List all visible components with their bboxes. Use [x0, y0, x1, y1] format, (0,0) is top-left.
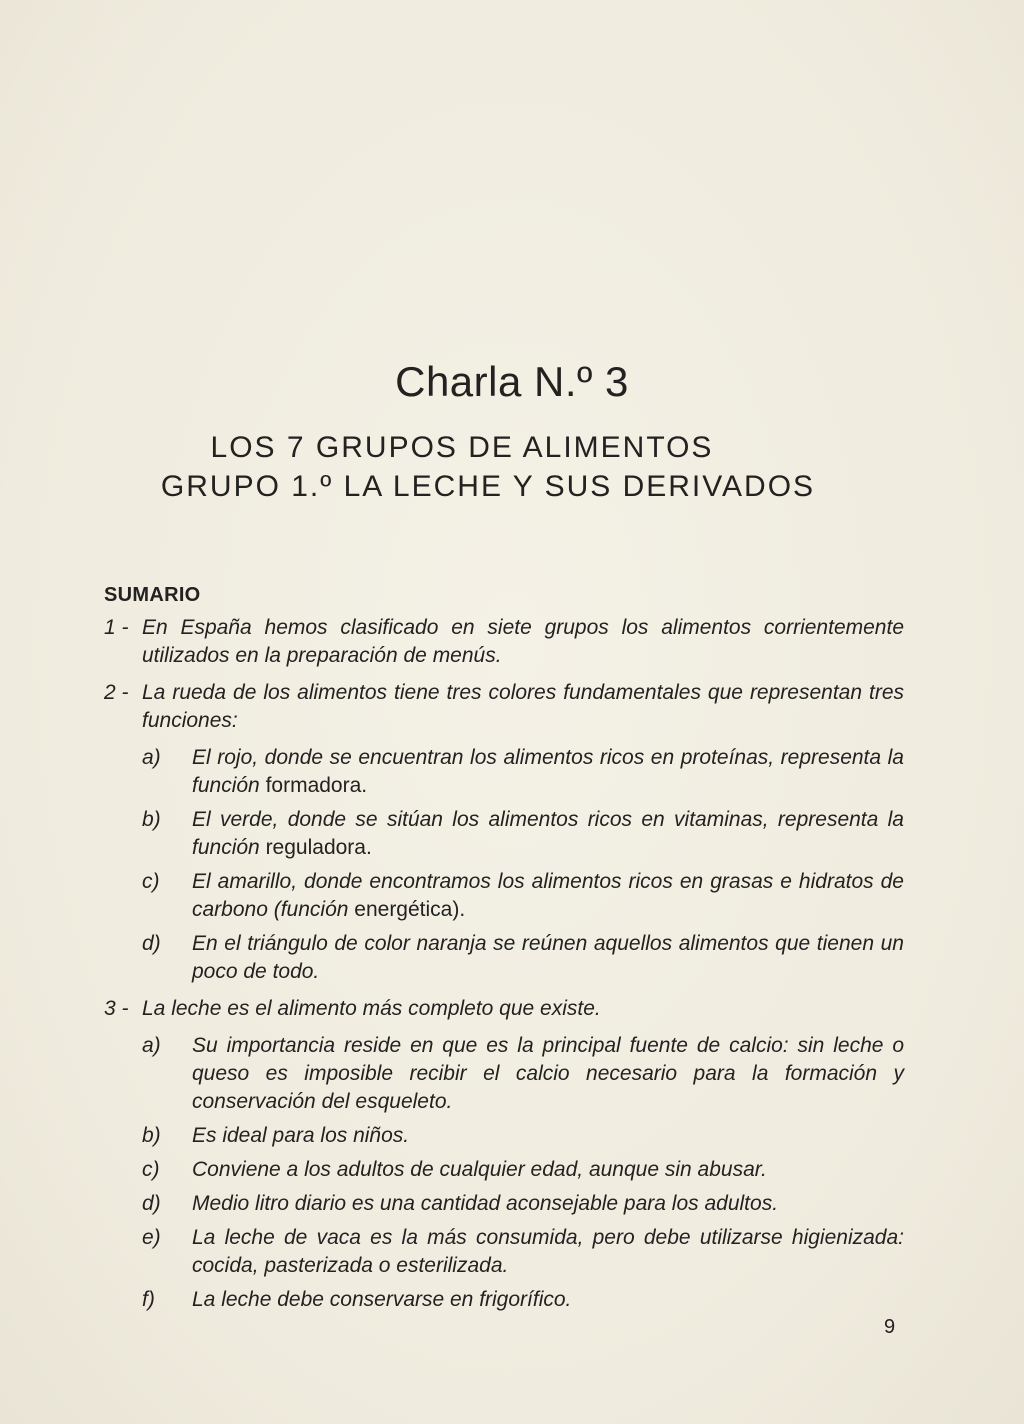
sub-item-3e	[104, 1224, 904, 1280]
item-text: En España hemos clasificado en siete grupos los alimentos corrientemente utilizados en la preparación de menús.	[142, 616, 904, 667]
heading-line-2: GRUPO 1.º LA LECHE Y SUS DERIVADOS	[160, 470, 816, 503]
sub-item-3f	[104, 1286, 904, 1314]
sub-item-letter: a)	[142, 1034, 161, 1057]
sumario-item-2	[104, 679, 904, 735]
sub-item-text: En el triángulo de color naranja se reúnen aquellos alimentos que tienen un poco de todo.	[192, 932, 904, 983]
sumario-item-1	[104, 614, 904, 670]
charla-title: Charla N.º 3	[395, 358, 629, 405]
sub-item-3c	[104, 1156, 904, 1184]
item-number: 1 -	[104, 616, 129, 639]
sumario-label: SUMARIO	[104, 584, 201, 606]
sub-item-letter: a)	[142, 746, 161, 769]
sub-item-text: El verde, donde se sitúan los alimentos ricos en vitaminas, representa la función	[192, 808, 904, 859]
sub-item-letter: d)	[142, 932, 161, 955]
item-number: 2 -	[104, 681, 129, 704]
sub-item-text: La leche debe conservarse en frigorífico.	[192, 1288, 572, 1311]
page-number: 9	[884, 1316, 896, 1338]
sumario-item-3	[104, 995, 904, 1023]
sub-item-letter: f)	[142, 1288, 155, 1311]
sub-item-letter: c)	[142, 870, 160, 893]
sub-item-2c	[104, 868, 904, 924]
sub-item-letter: d)	[142, 1192, 161, 1215]
sub-item-text: Es ideal para los niños.	[192, 1124, 410, 1147]
sumario-content	[104, 614, 904, 1320]
sub-item-roman-word: reguladora.	[265, 836, 372, 859]
sub-item-text: El rojo, donde se encuentran los alimentos ricos en proteínas, representa la función	[192, 746, 904, 797]
sub-item-2b	[104, 806, 904, 862]
sub-item-3a	[104, 1032, 904, 1116]
sub-item-text: Conviene a los adultos de cualquier edad, aunque sin abusar.	[192, 1158, 767, 1181]
sub-item-letter: e)	[142, 1226, 161, 1249]
sub-item-letter: b)	[142, 1124, 161, 1147]
sub-item-3d	[104, 1190, 904, 1218]
sub-item-text: La leche de vaca es la más consumida, pero debe utilizarse higienizada: cocida, pasterizada o esterilizada.	[192, 1226, 904, 1277]
sub-item-2a	[104, 744, 904, 800]
sub-item-2d	[104, 930, 904, 986]
sub-item-3b	[104, 1122, 904, 1150]
sub-item-letter: b)	[142, 808, 161, 831]
sub-item-roman-word: energética).	[354, 898, 466, 921]
sub-item-letter: c)	[142, 1158, 160, 1181]
item-text: La rueda de los alimentos tiene tres colores fundamentales que representan tres funciones:	[142, 681, 904, 732]
sub-item-text: El amarillo, donde encontramos los alimentos ricos en grasas e hidratos de carbono (función	[192, 870, 904, 921]
sub-item-text: Medio litro diario es una cantidad aconsejable para los adultos.	[192, 1192, 779, 1215]
item-text: La leche es el alimento más completo que existe.	[142, 997, 601, 1020]
sub-item-text: Su importancia reside en que es la principal fuente de calcio: sin leche o queso es imposible recibir el calcio necesario para la formación y conservación del esqueleto.	[192, 1034, 904, 1113]
item-number: 3 -	[104, 997, 129, 1020]
heading-line-1: LOS 7 GRUPOS DE ALIMENTOS	[210, 431, 714, 464]
sub-item-roman-word: formadora.	[265, 774, 368, 797]
